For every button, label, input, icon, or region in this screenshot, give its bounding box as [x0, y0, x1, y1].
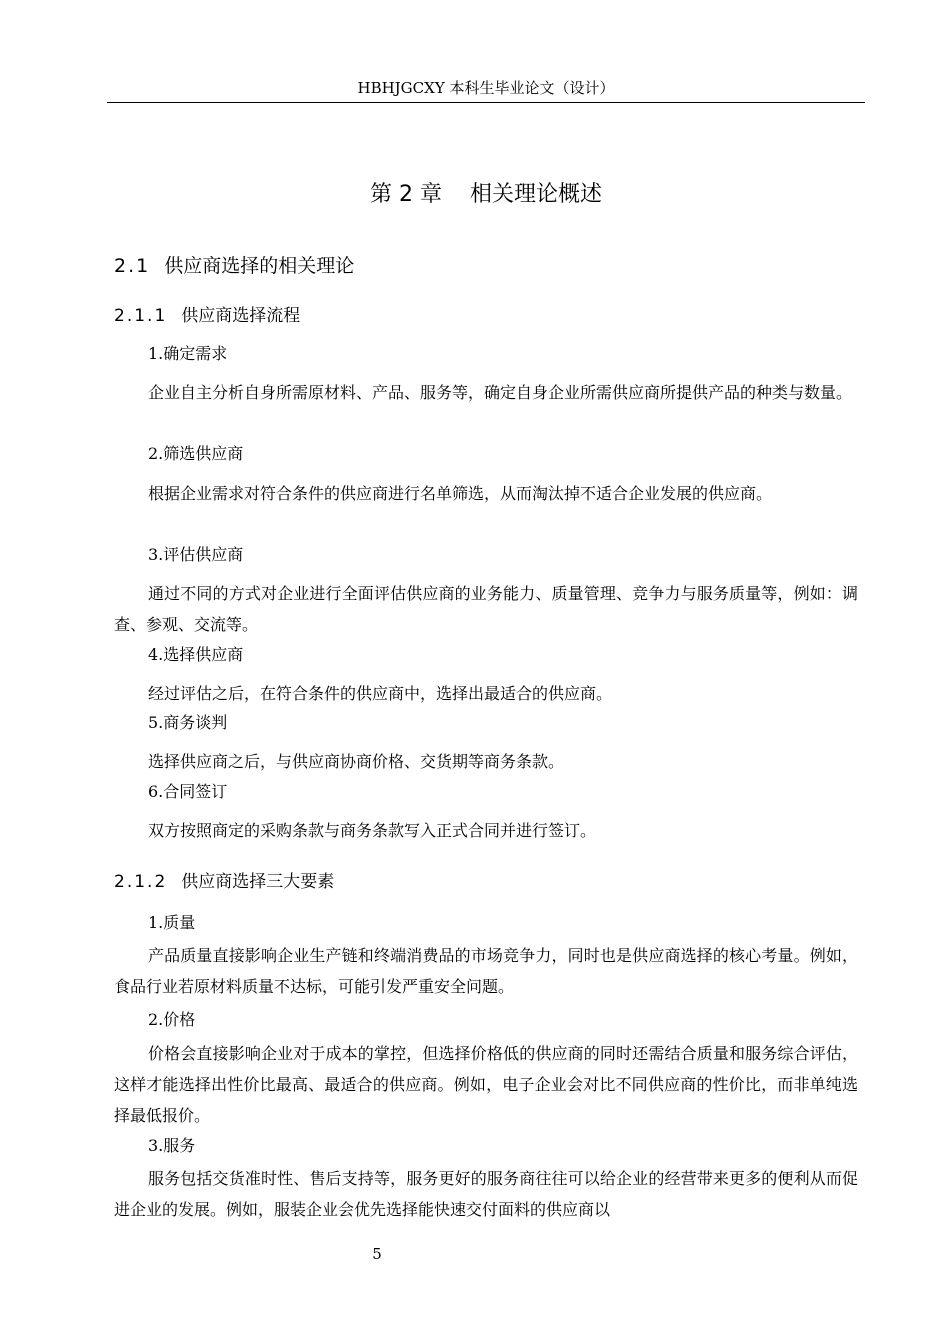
step-label: 3.评估供应商 — [148, 545, 244, 564]
section-heading-2-1 — [114, 253, 354, 279]
section-number: 2.1.2 — [114, 872, 168, 892]
header-rule — [107, 102, 865, 103]
section-heading-2-1-2 — [114, 870, 334, 894]
page-number: 5 — [372, 1245, 382, 1263]
step-paragraph: 选择供应商之后，与供应商协商价格、交货期等商务条款。 — [148, 752, 565, 771]
step-label: 4.选择供应商 — [148, 645, 244, 664]
step-paragraph: 企业自主分析自身所需原材料、产品、服务等，确定自身企业所需供应商所提供产品的种类与数量。 — [148, 383, 853, 402]
step-label: 6.合同签订 — [148, 782, 228, 801]
running-header: HBHJGCXY 本科生毕业论文（设计） — [357, 79, 615, 97]
step-paragraph: 双方按照商定的采购条款与商务条款写入正式合同并进行签订。 — [148, 821, 597, 840]
section-title: 供应商选择的相关理论 — [164, 255, 355, 277]
section-heading-2-1-1 — [114, 304, 300, 328]
section-number: 2.1.1 — [114, 306, 168, 326]
chapter-title: 第 2 章 相关理论概述 — [370, 182, 602, 207]
step-paragraph: 根据企业需求对符合条件的供应商进行名单筛选，从而淘汰掉不适合企业发展的供应商。 — [148, 484, 773, 503]
step-label: 5.商务谈判 — [148, 713, 228, 732]
step-label: 1.确定需求 — [148, 344, 228, 363]
factor-label: 2.价格 — [148, 1010, 196, 1029]
factor-paragraph: 产品质量直接影响企业生产链和终端消费品的市场竞争力，同时也是供应商选择的核心考量。例如，食品行业若原材料质量不达标，可能引发严重安全问题。 — [114, 946, 858, 996]
section-number: 2.1 — [114, 255, 151, 277]
step-paragraph: 经过评估之后，在符合条件的供应商中，选择出最适合的供应商。 — [148, 684, 613, 703]
factor-paragraph: 价格会直接影响企业对于成本的掌控，但选择价格低的供应商的同时还需结合质量和服务综合评估，这样才能选择出性价比最高、最适合的供应商。例如，电子企业会对比不同供应商的性价比，而非单纯选择最低报价。 — [114, 1044, 858, 1125]
step-label: 2.筛选供应商 — [148, 444, 244, 463]
section-title: 供应商选择三大要素 — [181, 872, 335, 892]
factor-paragraph: 服务包括交货准时性、售后支持等，服务更好的服务商往往可以给企业的经营带来更多的便利从而促进企业的发展。例如，服装企业会优先选择能快速交付面料的供应商以 — [114, 1169, 858, 1219]
section-title: 供应商选择流程 — [181, 306, 301, 326]
factor-label: 3.服务 — [148, 1136, 196, 1155]
step-paragraph: 通过不同的方式对企业进行全面评估供应商的业务能力、质量管理、竞争力与服务质量等，例如：调查、参观、交流等。 — [114, 584, 858, 634]
factor-label: 1.质量 — [148, 913, 196, 932]
